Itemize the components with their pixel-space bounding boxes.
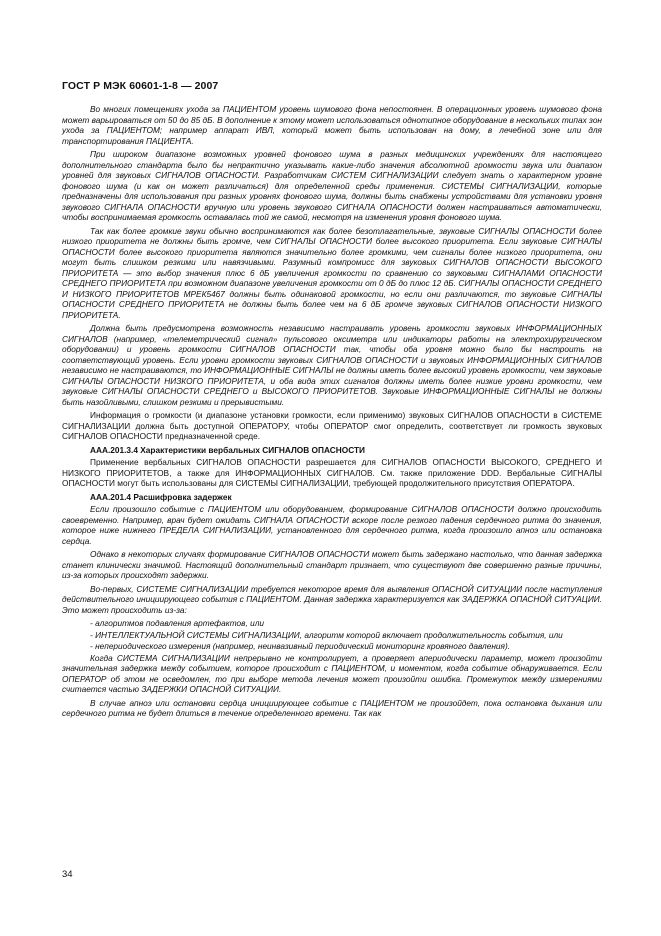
paragraph: Во многих помещениях ухода за ПАЦИЕНТОМ уровень шумового фона непостоянен. В операционных уровень шумового фона может варьироваться от 50 до 85 дБ. В дополнение к этому может использоваться однотипное оборудование в нескольких типах зон ухода за ПАЦИЕНТОМ; например аппарат ИВЛ, который может быть использован на дому, в лечебной зоне или для транспортирования ПАЦИЕНТА.: [62, 104, 602, 146]
section-heading: ААА.201.4 Расшифровка задержек: [90, 491, 232, 502]
list-item: - непериодического измерения (например, неинвазивный периодический мониторинг кровяного давления).: [90, 641, 511, 651]
page-number: 34: [62, 869, 73, 880]
paragraph: Если произошло событие с ПАЦИЕНТОМ или оборудованием, формирование СИГНАЛОВ ОПАСНОСТИ должно происходить своевременно. Например, врач будет ожидать СИГНАЛА ОПАСНОСТИ вскоре после резкого падения сердечного ритма до значения, которое ниже нижнего ПРЕДЕЛА СИГНАЛИЗАЦИИ, установленного для сердечного ритма, когда произошло апноэ или остановка сердца.: [62, 504, 602, 546]
paragraph: При широком диапазоне возможных уровней фонового шума в разных медицинских учреждениях для настоящего дополнительного стандарта было бы непрактично указывать какие-либо значения абсолютной громкости звука или диапазон уровней для звуковых СИГНАЛОВ ОПАСНОСТИ. Разработчикам СИСТЕМ СИГНАЛИЗАЦИИ следует знать о характерном уровне фонового шума (и как он может различаться) для определенной среды применения. СИСТЕМЫ СИГНАЛИЗАЦИИ, которые предназначены для использования при разных уровнях фонового шума, должны быть снабжены устройствами для установки уровня звукового СИГНАЛА ОПАСНОСТИ вручную или уровень звукового СИГНАЛА ОПАСНОСТИ должен настраиваться автоматически, чтобы воспринимаемая громкость оставалась той же самой, несмотря на изменения уровня фонового шума.: [62, 149, 602, 222]
paragraph: В случае апноэ или остановки сердца инициирующее событие с ПАЦИЕНТОМ не произойдет, пока остановка дыхания или сердечного ритма не будет длиться в течение определенного времени. Так как: [62, 697, 602, 718]
list-item: - алгоритмов подавления артефактов, или: [90, 618, 265, 628]
paragraph: Должна быть предусмотрена возможность независимо настраивать уровень громкости звуковых ИНФОРМАЦИОННЫХ СИГНАЛОВ (например, «телеметрический сигнал» пульсового оксиметра или индикаторы работы на электрохирургическом оборудовании) и уровень громкости СИГНАЛОВ ОПАСНОСТИ так, чтобы оба уровня можно было бы настроить на соответствующий уровень. Если уровни громкости звуковых СИГНАЛОВ ОПАСНОСТИ и звуковых ИНФОРМАЦИОННЫХ СИГНАЛОВ независимо не настраиваются, то ИНФОРМАЦИОННЫЕ СИГНАЛЫ не должны иметь более высокий уровень громкости, чем звуковые СИГНАЛЫ ОПАСНОСТИ НИЗКОГО ПРИОРИТЕТА, и оба вида этих сигналов должны иметь более низкие уровни громкости, чем звуковые СИГНАЛЫ ОПАСНОСТИ СРЕДНЕГО и ВЫСОКОГО ПРИОРИТЕТОВ. Звуковые ИНФОРМАЦИОННЫЕ СИГНАЛЫ не должны быть назойливыми, слишком резкими и прерывистыми.: [62, 323, 602, 407]
document-body: [62, 104, 602, 722]
paragraph: Информация о громкости (и диапазоне установки громкости, если применимо) звуковых СИГНАЛОВ ОПАСНОСТИ в СИСТЕМЕ СИГНАЛИЗАЦИИ должна быть доступной ОПЕРАТОРУ, чтобы ОПЕРАТОР смог определить, соответствует ли громкость звуковых СИГНАЛОВ ОПАСНОСТИ предназначенной среде.: [62, 410, 602, 441]
paragraph: Применение вербальных СИГНАЛОВ ОПАСНОСТИ разрешается для СИГНАЛОВ ОПАСНОСТИ ВЫСОКОГО, СРЕДНЕГО И НИЗКОГО ПРИОРИТЕТОВ, а также для ИНФОРМАЦИОННЫХ СИГНАЛОВ. См. также приложение DDD. Вербальные СИГНАЛЫ ОПАСНОСТИ могут быть использованы для СИСТЕМЫ СИГНАЛИЗАЦИИ, требующей продолжительного присутствия ОПЕРАТОРА.: [62, 457, 602, 488]
paragraph: Во-первых, СИСТЕМЕ СИГНАЛИЗАЦИИ требуется некоторое время для выявления ОПАСНОЙ СИТУАЦИИ после наступления действительного инициирующего события с ПАЦИЕНТОМ. Данная задержка характеризуется как ЗАДЕРЖКА ОПАСНОЙ СИТУАЦИИ. Это может происходить из-за:: [62, 583, 602, 615]
section-heading: ААА.201.3.4 Характеристики вербальных СИГНАЛОВ ОПАСНОСТИ: [90, 444, 366, 455]
paragraph: Однако в некоторых случаях формирование СИГНАЛОВ ОПАСНОСТИ может быть задержано настолько, что данная задержка станет клинически значимой. Настоящий дополнительный стандарт признает, что существуют две совершенно разные причины, из-за которых происходят задержки.: [62, 549, 602, 580]
list-item: - ИНТЕЛЛЕКТУАЛЬНОЙ СИСТЕМЫ СИГНАЛИЗАЦИИ, алгоритм которой включает продолжительность события, или: [90, 629, 563, 640]
document-header: ГОСТ Р МЭК 60601-1-8 — 2007: [62, 80, 219, 92]
paragraph: Когда СИСТЕМА СИГНАЛИЗАЦИИ непрерывно не контролирует, а проверяет апериодически параметр, может произойти значительная задержка между событием, которое происходит с ПАЦИЕНТОМ, и моментом, когда событие обнаруживается. Если ОПЕРАТОР об этом не осведомлен, то при выборе метода лечения может произойти ошибка. Промежуток между измерениями считается частью ЗАДЕРЖКИ ОПАСНОЙ СИТУАЦИИ.: [62, 652, 602, 694]
paragraph: Так как более громкие звуки обычно воспринимаются как более безотлагательные, звуковые СИГНАЛЫ ОПАСНОСТИ более низкого приоритета не должны быть громче, чем СИГНАЛЫ ОПАСНОСТИ более высокого приоритета. Если звуковые СИГНАЛЫ ОПАСНОСТИ более высокого приоритета являются значительно более громкими, чем сигналы более низкого приоритета, они могут быть слишком резкими или навязчивыми. Разумный компромисс для звуковых СИГНАЛОВ ОПАСНОСТИ ВЫСОКОГО ПРИОРИТЕТА — это выбор значения плюс 6 дБ увеличения громкости по сравнению со звуковыми СИГНАЛАМИ ОПАСНОСТИ СРЕДНЕГО ПРИОРИТЕТА при возможном диапазоне увеличения громкости от 0 дБ до плюс 12 дБ. СИГНАЛЫ ОПАСНОСТИ СРЕДНЕГО И НИЗКОГО ПРИОРИТЕТОВ МРЕК5467 должны быть одинаковой громкости, но если они различаются, то звуковые СИГНАЛЫ ОПАСНОСТИ СРЕДНЕГО ПРИОРИТЕТА не должны быть более чем на 6 дБ громче звуковых СИГНАЛОВ ОПАСНОСТИ НИЗКОГО ПРИОРИТЕТА.: [62, 225, 602, 320]
